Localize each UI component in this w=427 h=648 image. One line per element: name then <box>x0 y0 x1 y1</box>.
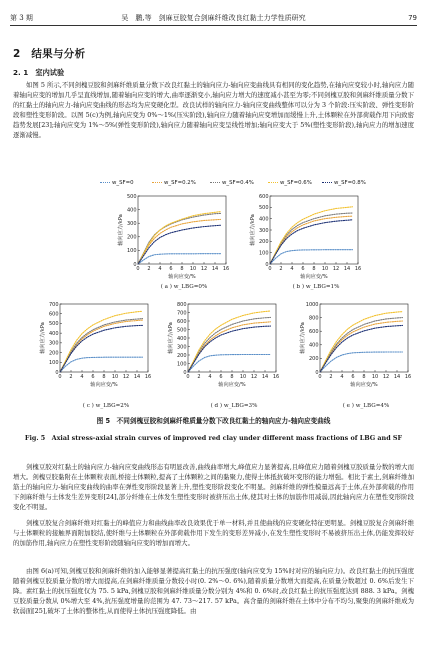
x-tick-label: 6 <box>169 266 173 272</box>
series-line <box>270 207 353 264</box>
section-title: 2 结果与分析 <box>13 48 86 60</box>
y-tick-label: 500 <box>176 327 187 334</box>
legend-label: w_SF=0.2% <box>164 180 196 186</box>
chart-e <box>300 300 412 388</box>
x-tick-label: 14 <box>133 374 141 380</box>
y-tick-label: 300 <box>126 221 137 227</box>
subcaption-c: ( c ) w_LBG=2% <box>82 403 130 409</box>
legend-swatch <box>100 182 110 183</box>
legend-item <box>322 180 366 190</box>
x-tick-label: 12 <box>200 266 208 272</box>
subcaption-b: ( b ) w_LBG=1% <box>292 284 340 290</box>
x-axis-label: 轴向应变/% <box>300 274 328 280</box>
y-tick-label: 0 <box>315 369 319 376</box>
y-axis-label: 轴向应力/kPa <box>118 214 124 246</box>
x-tick-label: 10 <box>111 374 119 380</box>
series-line <box>188 317 271 372</box>
x-tick-label: 16 <box>404 374 412 380</box>
subcaption-a: ( a ) w_LBG=0% <box>160 284 208 290</box>
legend-label: w_SF=0 <box>112 180 134 186</box>
x-tick-label: 8 <box>362 374 366 380</box>
legend-label: w_SF=0.4% <box>222 180 254 186</box>
y-tick-label: 200 <box>308 356 319 363</box>
y-tick-label: 300 <box>48 340 59 347</box>
y-tick-label: 400 <box>176 335 187 342</box>
y-tick-label: 600 <box>308 329 319 335</box>
y-tick-label: 400 <box>48 330 59 337</box>
subsection-title: 2. 1 室内试验 <box>13 68 65 77</box>
x-tick-label: 2 <box>329 374 333 380</box>
legend-swatch <box>268 182 278 183</box>
x-tick-label: 0 <box>186 374 190 380</box>
chart-svg <box>300 300 412 388</box>
x-tick-label: 12 <box>250 374 258 380</box>
legend-label: w_SF=0.8% <box>334 180 366 186</box>
y-tick-label: 400 <box>258 216 269 223</box>
figure-caption-cn: 图 5 不同剑槐豆胶和剑麻纤维质量分数下改良红黏土的轴向应力-轴向应变曲线 <box>96 417 331 425</box>
chart-b <box>250 192 362 280</box>
x-tick-label: 0 <box>318 374 322 380</box>
plot-frame <box>60 304 148 372</box>
series-line <box>188 354 271 372</box>
page-number: 79 <box>408 14 417 22</box>
chart-d <box>168 300 280 388</box>
x-tick-label: 8 <box>312 266 316 272</box>
x-tick-label: 10 <box>239 374 247 380</box>
y-axis-label: 轴向应力/kPa <box>168 322 174 354</box>
x-tick-label: 2 <box>147 266 151 272</box>
y-tick-label: 0 <box>183 369 187 376</box>
legend-item <box>268 180 312 190</box>
y-tick-label: 0 <box>55 369 59 376</box>
x-tick-label: 10 <box>189 266 197 272</box>
paragraph-1: 如图 5 所示,不同剑槐豆胶和剑麻纤维质量分数下改良红黏土的轴向应力-轴向应变曲线具有相同的变化趋势,在轴向应变较小时,轴向应力随着轴向应变的增加几乎呈直线增加,随着轴向应变的增大,曲率逐渐变小,轴向应力增大的速度减小甚至为零;不同剑槐豆胶和剑麻纤维质量分数下的红黏土的轴向应力-轴向应变曲线的形态均为应变硬化型。改良试样的轴向应力-轴向应变曲线整体可以分为 3 个阶段:压实阶段、弹性变形阶段和塑性变形阶段。以图 5(c)为例,轴向应变为 0%～1%(压实阶段),轴向应力随着轴向应变增加而缓慢上升,土体颗粒在外部荷载作用下向致密趋势发展[23];轴向应变为 1%～5%(弹性变形阶段),轴向应力随着轴向应变呈线性增加;轴向应变大于 5%(塑性变形阶段),轴向应力的增加速度逐渐减慢。 <box>13 81 414 139</box>
x-tick-label: 8 <box>180 266 184 272</box>
plot-frame <box>188 304 276 372</box>
chart-svg <box>40 300 152 388</box>
x-tick-label: 4 <box>80 374 84 380</box>
paragraph-4: 由图 6(a)可知,剑槐豆胶和剑麻纤维的加入能够显著提高红黏土的抗压强度(轴向应变为 15%时对应的轴向应力)。改良红黏土的抗压强度随着剑槐豆胶质量分数的增大而提高,在剑麻纤维质量分数较小时(0. 2%～0. 6%),随着质量分数增大而提高,在质量分数超过 0. 6%后发生下降。素红黏土的抗压强度仅为 75. 5 kPa,剑槐豆胶和剑麻纤维质量分数分别为 4%和 0. 6%时,改良红黏土的抗压强度达到 888. 3 kPa。剑槐豆胶质量分数从 0%增大至 4%,抗压强度增量的范围为 47. 73～217. 57 kPa。高含量的剑麻纤维在土体中分布不均匀,聚集的剑麻纤维成为软弱面[25],破坏了土体的整体性,从而使得土体抗压强度降低。由 <box>13 567 414 615</box>
y-tick-label: 400 <box>308 342 319 349</box>
chart-a <box>118 192 230 280</box>
y-tick-label: 300 <box>176 344 187 351</box>
y-tick-label: 500 <box>126 193 137 200</box>
y-tick-label: 100 <box>258 250 269 257</box>
x-tick-label: 0 <box>136 266 140 272</box>
x-axis-label: 轴向应变/% <box>350 382 378 388</box>
x-tick-label: 12 <box>332 266 340 272</box>
y-tick-label: 500 <box>258 205 269 212</box>
x-tick-label: 6 <box>219 374 223 380</box>
x-tick-label: 4 <box>158 266 162 272</box>
subcaption-d: ( d ) w_LBG=3% <box>210 403 258 409</box>
y-tick-label: 800 <box>308 315 319 322</box>
x-tick-label: 4 <box>290 266 294 272</box>
legend-item <box>210 180 254 190</box>
y-axis-label: 轴向应力/kPa <box>40 322 46 354</box>
running-title: 吴 鹏,等 剑麻豆胶复合剑麻纤维改良红黏土力学性质研究 <box>121 14 306 22</box>
header-rule <box>10 25 417 26</box>
y-tick-label: 500 <box>48 321 59 328</box>
series-line <box>270 250 353 264</box>
x-tick-label: 6 <box>351 374 355 380</box>
paragraph-2: 剑槐豆胶对红黏土的轴向应力-轴向应变曲线形态有明显改善,曲线曲率增大,峰值应力显著提高,且峰值应力随着剑槐豆胶质量分数的增大而增大。剑槐豆胶黏附在土体颗粒表面,桥接土体颗粒,提高了土体颗粒之间的黏聚力,使得土体抵抗破坏变形的能力增强。相比于素土,剑麻纤维加筋土的轴向应力-轴向应变曲线的曲率在弹性变形阶段显著上升,塑性变形阶段变化不明显。剑麻纤维的弹性模量远高于土体,在外部荷载的作用下剑麻纤维与土体发生差异变形[24],部分纤维在土体发生塑性变形时被挤压出土体,使其对土体的加筋作用减弱,因此轴向应力在塑性变形阶段变化不明显。 <box>13 463 414 511</box>
y-tick-label: 700 <box>176 310 187 317</box>
x-tick-label: 16 <box>354 266 362 272</box>
x-tick-label: 16 <box>144 374 152 380</box>
x-tick-label: 0 <box>268 266 272 272</box>
legend-item <box>152 180 196 190</box>
y-tick-label: 200 <box>48 350 59 357</box>
subcaption-e: ( e ) w_LBG=4% <box>342 403 390 409</box>
x-tick-label: 2 <box>69 374 73 380</box>
x-tick-label: 14 <box>393 374 401 380</box>
figure-legend <box>100 180 366 190</box>
y-axis-label: 轴向应力/kPa <box>300 322 306 354</box>
x-tick-label: 12 <box>382 374 390 380</box>
chart-svg <box>250 192 362 280</box>
y-tick-label: 600 <box>48 311 59 318</box>
x-tick-label: 16 <box>222 266 230 272</box>
x-tick-label: 14 <box>211 266 219 272</box>
x-tick-label: 10 <box>371 374 379 380</box>
x-axis-label: 轴向应变/% <box>90 382 118 388</box>
x-tick-label: 16 <box>272 374 280 380</box>
series-line <box>60 320 143 372</box>
x-tick-label: 4 <box>208 374 212 380</box>
legend-item <box>100 180 134 190</box>
series-line <box>138 254 221 264</box>
y-tick-label: 0 <box>133 261 137 268</box>
x-tick-label: 6 <box>301 266 305 272</box>
figure-caption-en: Fig. 5 Axial stress-axial strain curves of improved red clay under different mass fractions of LBG and SF <box>24 434 403 442</box>
x-tick-label: 14 <box>261 374 269 380</box>
y-axis-label: 轴向应力/kPa <box>250 214 256 246</box>
issue-number: 第 3 期 <box>10 14 33 22</box>
legend-swatch <box>322 182 332 183</box>
y-tick-label: 700 <box>48 301 59 308</box>
legend-swatch <box>210 182 220 183</box>
x-tick-label: 4 <box>340 374 344 380</box>
y-tick-label: 200 <box>176 352 187 359</box>
x-tick-label: 2 <box>197 374 201 380</box>
plot-frame <box>320 304 408 372</box>
x-tick-label: 14 <box>343 266 351 272</box>
x-tick-label: 8 <box>230 374 234 380</box>
x-tick-label: 6 <box>91 374 95 380</box>
y-tick-label: 100 <box>126 248 137 255</box>
legend-swatch <box>152 182 162 183</box>
y-tick-label: 600 <box>258 193 269 200</box>
x-tick-label: 0 <box>58 374 62 380</box>
series-line <box>320 321 403 372</box>
x-tick-label: 8 <box>102 374 106 380</box>
x-tick-label: 2 <box>279 266 283 272</box>
x-tick-label: 10 <box>321 266 329 272</box>
paragraph-3: 剑槐豆胶复合剑麻纤维对红黏土的峰值应力和曲线曲率改良效果优于单一材料,并且使曲线的应变硬化特征更明显。剑槐豆胶复合剑麻纤维与土体颗粒的接触界面附加胶结,使纤维与土体颗粒在外部荷载作用下发生的变形差异减小,在发生塑性变形时不易被挤压出土体,仍能发挥较好的加筋作用,轴向应力在塑性变形阶段随轴向应变的增加而增大。 <box>13 519 414 547</box>
y-tick-label: 600 <box>176 318 187 325</box>
plot-frame <box>270 196 358 264</box>
y-tick-label: 100 <box>48 360 59 367</box>
y-tick-label: 300 <box>258 227 269 234</box>
series-line <box>188 311 271 372</box>
chart-svg <box>118 192 230 280</box>
y-tick-label: 800 <box>176 301 187 308</box>
y-tick-label: 100 <box>176 361 187 368</box>
series-line <box>320 352 403 372</box>
y-tick-label: 400 <box>126 207 137 214</box>
legend-label: w_SF=0.6% <box>280 180 312 186</box>
series-line <box>138 225 221 264</box>
series-line <box>60 311 143 372</box>
running-header <box>10 13 417 25</box>
y-tick-label: 200 <box>258 239 269 246</box>
y-tick-label: 0 <box>265 261 269 268</box>
y-tick-label: 200 <box>126 234 137 241</box>
y-tick-label: 1000 <box>305 301 319 308</box>
x-axis-label: 轴向应变/% <box>168 274 196 280</box>
x-tick-label: 12 <box>122 374 130 380</box>
chart-c <box>40 300 152 388</box>
series-line <box>320 312 403 372</box>
chart-svg <box>168 300 280 388</box>
x-axis-label: 轴向应变/% <box>218 382 246 388</box>
series-line <box>60 357 143 372</box>
